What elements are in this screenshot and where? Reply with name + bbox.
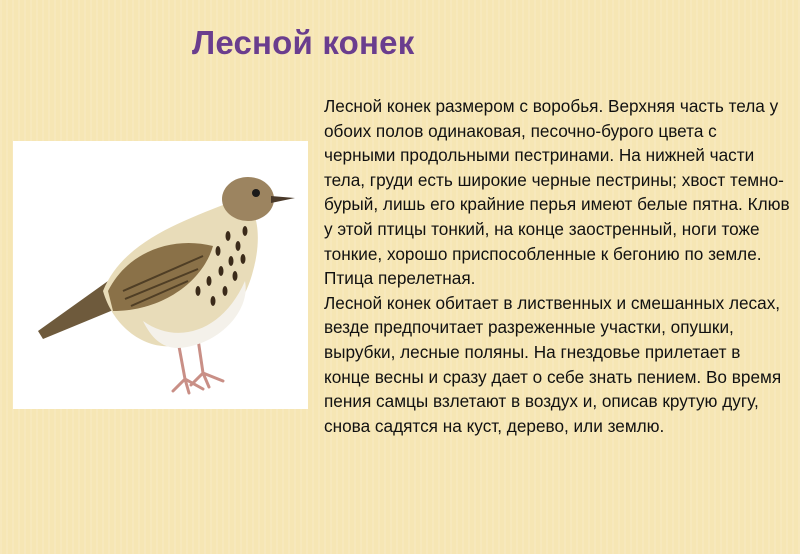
description-paragraph-2: Лесной конек обитает в лиственных и смешанных лесах, везде предпочитает разреженные участки, опушки, вырубки, лесные поляны. На гнездовье прилетает в конце весны и сразу дает о себе знать пением. Во время пения самцы взлетают в воздух и, описав крутую дугу, снова садятся на куст, дерево, или землю.: [324, 292, 782, 436]
bird-eye: [252, 189, 260, 197]
bird-head: [222, 177, 274, 221]
bird-photo: [13, 141, 308, 409]
bird-leg-right: [191, 339, 223, 387]
slide-title: Лесной конек: [192, 24, 415, 61]
bird-beak: [271, 196, 295, 203]
description-paragraph-1: Лесной конек размером с воробья. Верхняя часть тела у обоих полов одинаковая, песочно-бурого цвета с черными продольными пестринами. На нижней части тела, груди есть широкие черные пестрины; хвост темно-бурый, лишь его крайние перья имеют белые пятна. Клюв у этой птицы тонкий, на конце заостренный, ноги тоже тонкие, хорошо приспособленные к бегонию по земле. Птица перелетная.: [324, 96, 790, 289]
bird-illustration: [13, 141, 308, 409]
description-text: [324, 94, 790, 438]
